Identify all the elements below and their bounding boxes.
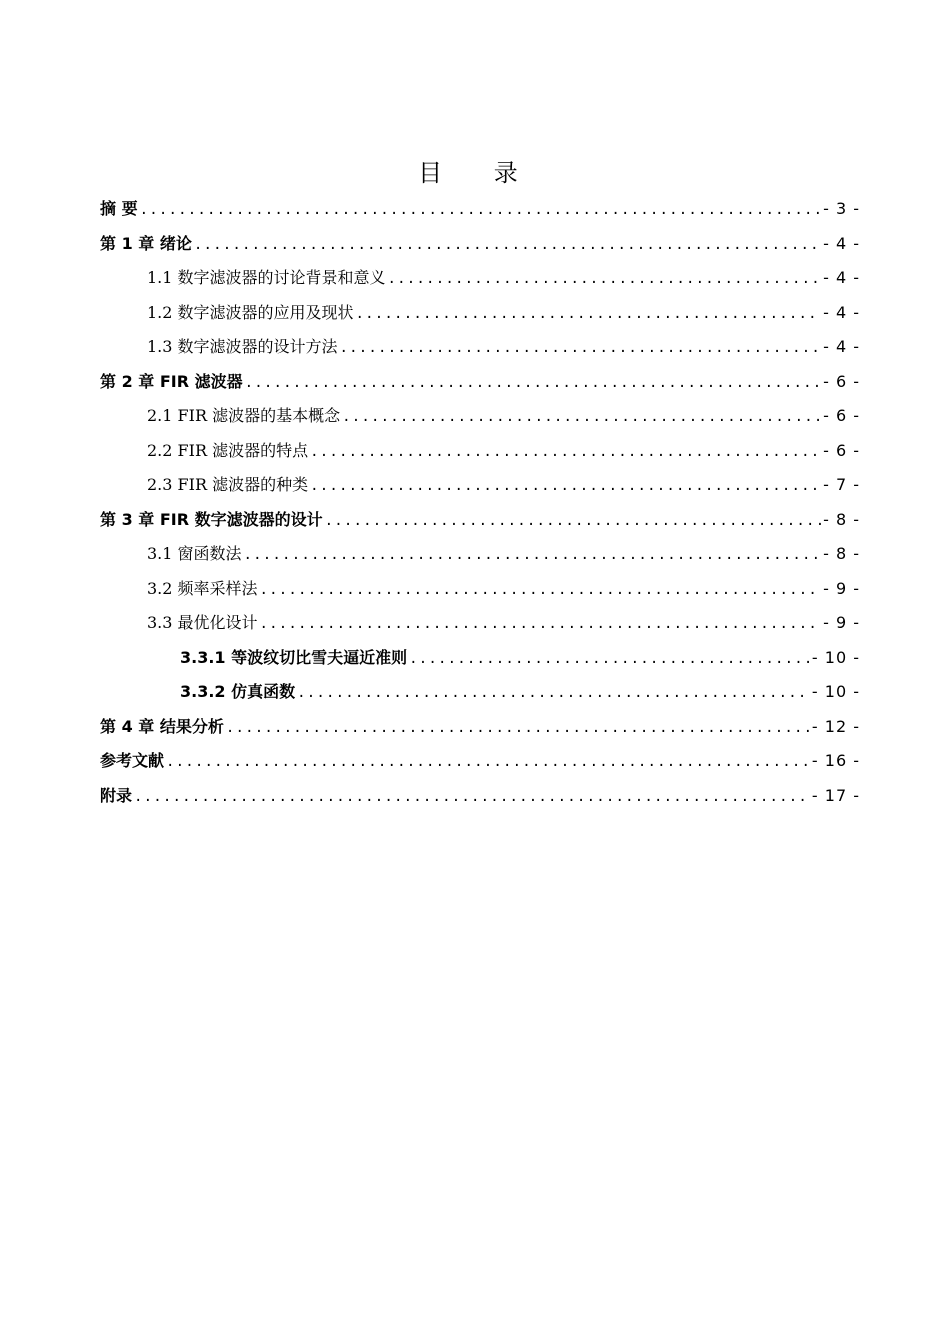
toc-entry-label: 1.3 数字滤波器的设计方法 — [147, 337, 338, 356]
toc-dot-leader — [244, 538, 822, 573]
toc-entry-label: 3.3 最优化设计 — [147, 613, 258, 632]
toc-entry-label: 附录 — [100, 785, 133, 805]
toc-entry[interactable] — [100, 296, 860, 331]
toc-dot-leader — [340, 331, 822, 366]
toc-entry-page-number: - 6 - — [823, 371, 860, 391]
toc-entry[interactable] — [100, 503, 860, 538]
toc-entry-label: 3.1 窗函数法 — [147, 544, 242, 563]
toc-entry-label: 2.1 FIR 滤波器的基本概念 — [147, 406, 341, 425]
toc-dot-leader — [226, 711, 810, 746]
toc-entry[interactable] — [100, 365, 860, 400]
toc-dot-leader — [260, 573, 822, 608]
toc-dot-leader — [356, 297, 822, 332]
toc-entry[interactable] — [100, 227, 860, 262]
toc-entry[interactable] — [100, 641, 860, 676]
toc-entry[interactable] — [100, 261, 860, 296]
toc-entry[interactable] — [100, 434, 860, 469]
toc-entry-page-number: - 8 - — [823, 544, 860, 563]
toc-dot-leader — [409, 642, 810, 677]
toc-entry-page-number: - 7 - — [823, 475, 860, 494]
toc-entry[interactable] — [100, 537, 860, 572]
toc-entry-page-number: - 9 - — [823, 578, 860, 598]
toc-entry-label: 参考文献 — [100, 751, 165, 770]
toc-dot-leader — [342, 400, 821, 435]
toc-dot-leader — [140, 193, 822, 228]
table-of-contents — [100, 192, 860, 813]
toc-entry-label: 2.3 FIR 滤波器的种类 — [147, 475, 309, 494]
toc-dot-leader — [310, 435, 821, 470]
toc-entry-page-number: - 10 - — [811, 647, 860, 667]
toc-entry-page-number: - 12 - — [811, 716, 860, 736]
toc-entry-page-number: - 4 - — [823, 268, 860, 287]
toc-entry-page-number: - 8 - — [823, 509, 860, 529]
toc-entry-page-number: - 6 - — [823, 440, 860, 460]
toc-entry-page-number: - 4 - — [823, 337, 860, 356]
toc-dot-leader — [388, 262, 822, 297]
toc-entry[interactable] — [100, 710, 860, 745]
toc-entry-label: 3.2 频率采样法 — [147, 578, 258, 598]
toc-entry-page-number: - 17 - — [811, 785, 860, 805]
toc-entry-page-number: - 16 - — [811, 751, 860, 770]
toc-entry-label: 第 2 章 FIR 滤波器 — [100, 371, 243, 391]
toc-dot-leader — [260, 607, 822, 642]
toc-entry-page-number: - 3 - — [823, 199, 860, 218]
toc-entry-page-number: - 9 - — [823, 613, 860, 632]
toc-entry-page-number: - 10 - — [811, 682, 860, 701]
toc-entry-label: 第 1 章 绪论 — [100, 233, 192, 253]
toc-dot-leader — [297, 676, 810, 711]
toc-entry[interactable] — [100, 330, 860, 365]
toc-entry[interactable] — [100, 399, 860, 434]
toc-entry[interactable] — [100, 572, 860, 607]
toc-entry[interactable] — [100, 675, 860, 710]
toc-dot-leader — [194, 228, 821, 263]
toc-entry[interactable] — [100, 468, 860, 503]
toc-entry-label: 第 4 章 结果分析 — [100, 716, 224, 736]
toc-dot-leader — [134, 780, 810, 815]
toc-entry-label: 1.1 数字滤波器的讨论背景和意义 — [147, 268, 386, 287]
toc-entry-label: 3.3.2 仿真函数 — [180, 682, 296, 701]
page-title: 目 录 — [418, 159, 540, 187]
toc-entry-page-number: - 6 - — [823, 406, 860, 425]
toc-entry-label: 3.3.1 等波纹切比雪夫逼近准则 — [180, 647, 408, 667]
toc-entry-label: 第 3 章 FIR 数字滤波器的设计 — [100, 509, 323, 529]
toc-entry-label: 2.2 FIR 滤波器的特点 — [147, 440, 309, 460]
toc-entry-label: 摘 要 — [100, 199, 138, 218]
toc-entry[interactable] — [100, 192, 860, 227]
toc-entry-page-number: - 4 - — [823, 233, 860, 253]
toc-entry-page-number: - 4 - — [823, 302, 860, 322]
toc-entry-label: 1.2 数字滤波器的应用及现状 — [147, 302, 354, 322]
toc-dot-leader — [310, 469, 821, 504]
toc-dot-leader — [325, 504, 821, 539]
toc-dot-leader — [245, 366, 821, 401]
toc-entry[interactable] — [100, 779, 860, 814]
toc-entry[interactable] — [100, 744, 860, 779]
toc-entry[interactable] — [100, 606, 860, 641]
toc-dot-leader — [166, 745, 810, 780]
